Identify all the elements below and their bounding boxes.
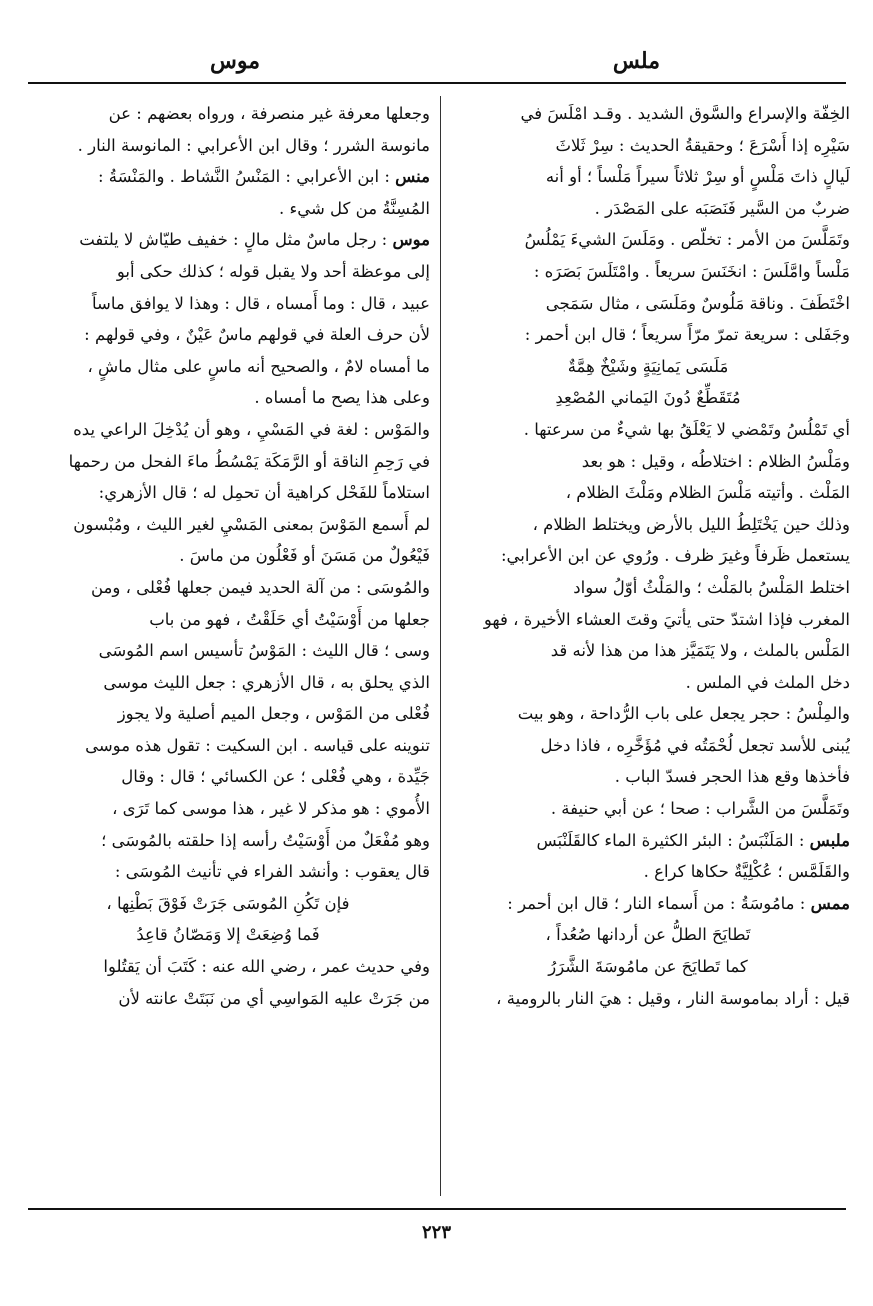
text-line <box>446 825 850 857</box>
text-line: إلى موعظة أحد ولا يقبل قوله ؛ كذلك حكى أبو <box>116 261 430 281</box>
text-line: وفي حديث عمر ، رضي الله عنه : كَتَبَ أن يَقتُلوا <box>103 957 430 977</box>
text-line: المغرب فإذا اشتدّ حتى يأتيَ وقتَ العشاء الأخيرة ، فهو <box>483 609 850 629</box>
text-line: لم أَسمع المَوْسَ بمعنى المَسْيِ لغير الليث ، ومُبْسون <box>73 514 430 534</box>
text-line: وذلك حين يَخْتَلِطُ الليل بالأرض ويختلط الظلام ، <box>532 514 850 534</box>
text-line <box>26 161 430 193</box>
verse-line: مُتَقَطِّعٌ دُونَ اليَماني المُصْعِدِ <box>555 388 741 408</box>
text-line: وجعلها معرفة غير منصرفة ، ورواه بعضهم : عن <box>108 104 430 123</box>
text-line: تنوينه على قياسه . ابن السكيت : تقول هذه موسى <box>85 735 430 755</box>
text-line: قال يعقوب : وأنشد الفراء في تأنيث المُوسَى : <box>114 862 430 882</box>
text-line: يُبنى للأسد تجعل لُحْمَتُه في مُؤَخَّرِه ، فاذا دخل <box>540 735 850 755</box>
text-line: وهو مُفْعَلٌ من أَوْسَيْتُ رأسه إذا حلقته بالمُوسَى ؛ <box>101 830 430 850</box>
left-column <box>26 98 430 1198</box>
text-line: في رَحِمِ الناقة أو الرَّمَكَة يَمْسُطُ ماءَ الفحل من رحمها <box>68 451 430 471</box>
verse-line: فإن تَكُنِ المُوسَى جَرَتْ فَوْقَ بَطْنِها ، <box>106 893 350 913</box>
text-line: المَلْس بالملث ، ولا يَتَمَيَّز هذا من هذا لأنه قد <box>550 641 850 661</box>
text-line: أي تَمْلُسُ وتَمْضي لا يَعْلَقُ بها شيءٌ من سرعتها . <box>523 419 850 439</box>
text-line: قيل : أراد بماموسة النار ، وقيل : هيَ النار بالرومية ، <box>496 988 850 1008</box>
text-line: وسى ؛ قال الليث : المَوْسُ تأسيس اسم المُوسَى <box>98 641 430 661</box>
text-line: والمِلْسُ : حجر يجعل على باب الرُّداحة ، وهو بيت <box>517 704 850 724</box>
verse-line: تَطايَحَ الطلُّ عن أردانها صُعُداً ، <box>545 925 751 945</box>
verse-line: مَلَسَى يَمانِيَةٍ وشَيْخٌ هِمَّةٌ <box>567 356 729 376</box>
text-line: اختلط المَلْسُ بالمَلْث ؛ والمَلْثُ أوّلُ سواد <box>573 577 850 597</box>
text-line: يستعمل ظَرفاً وغيرَ ظرف . ورُوي عن ابن الأعرابي: <box>500 546 850 566</box>
text-line: ما أمساه لامٌ ، والصحيح أنه ماسٍ على مثال ماشٍ ، <box>87 356 430 376</box>
page-number: ٢٢٣ <box>421 1222 451 1243</box>
entry-headword: موس <box>392 230 430 250</box>
text-line: دخل الملث في الملس . <box>685 672 850 692</box>
text-line: المَلْث . وأتيته مَلْسَ الظلام ومَلْثَ الظلام ، <box>565 483 850 503</box>
text-line: الذي يحلق به ، قال الأزهري : جعل الليث موسى <box>103 672 430 692</box>
text-line: مَلْساً وامَّلَسَ : انخَنَسَ سريعاً . وامْتَلَسَ بَصَرَه : <box>533 261 850 281</box>
footer-rule <box>28 1208 846 1210</box>
verse-line: كما تَطايَحَ عن مامُوسَةَ الشَّرَرُ <box>548 957 748 977</box>
text-line: الخِفّة والإسراع والسَّوق الشديد . وقـد امْلَسَ في <box>520 104 850 123</box>
text-line: وتَمَلَّسَ من الشَّراب : صحا ؛ عن أبي حنيفة . <box>550 799 850 819</box>
text-line: وجَفَلى : سريعة تمرّ مرّاً سريعاً ؛ قال ابن أحمر : <box>524 325 850 345</box>
page-header <box>30 48 850 80</box>
text-line: من جَرَتْ عليه المَواسِي أي من نَبَتَتْ عانته لأن <box>118 988 430 1008</box>
entry-text: : ابن الأعرابي : المَنْسُ النَّشاط . والمَنْسَةُ : <box>97 167 396 187</box>
text-line: فَيْعُولٌ من مَسَنَ أو فَعْلُون من ماسَ . <box>179 546 430 566</box>
right-column <box>446 98 850 1198</box>
text-line: والمُوسَى : من آلة الحديد فيمن جعلها فُعْلى ، ومن <box>91 577 430 597</box>
entry-text: : مامُوسَةُ : من أَسماء النار ؛ قال ابن أحمر : <box>507 893 811 913</box>
text-line: والقَلَمَّس ؛ عُكْلِيَّةٌ حكاها كراع . <box>643 862 850 882</box>
text-line <box>446 888 850 920</box>
text-line: لَيالٍ ذاتَ مَلْسٍ أو سِرْ ثلاثاً سيراً مَلْساً ؛ أو أنه <box>545 167 850 187</box>
text-line: المُسِنَّةُ من كل شيء . <box>278 198 430 218</box>
text-line: فأخذها وقع هذا الحجر فسدّ الباب . <box>614 767 850 787</box>
entry-text: : المَلَنْبَسُ : البئر الكثيرة الماء كالقَلَنْبَس <box>536 830 810 850</box>
text-line: سَيْرِه إذا أَسْرَعَ ؛ وحقيقةُ الحديث : سِرْ ثَلاثَ <box>555 135 850 155</box>
text-line: لأن حرف العلة في قولهم ماسٌ عَيْنٌ ، وفي قولهم : <box>84 325 430 345</box>
entry-headword: ملبس <box>809 830 850 850</box>
text-line: جعلها من أَوْسَيْتُ أي حَلَقْتُ ، فهو من باب <box>149 609 430 629</box>
text-line: والمَوْس : لغة في المَسْيِ ، وهو أن يُدْخِلَ الراعي يده <box>73 419 430 439</box>
header-title-right: ملس <box>612 48 660 74</box>
text-line: مانوسة الشرر ؛ وقال ابن الأعرابي : المانوسة النار . <box>77 135 430 155</box>
text-line: ضربٌ من السَّير فَنَصَبَه على المَصْدَر . <box>594 198 850 218</box>
text-line: عبيد ، قال : وما أَمساه ، قال : وهذا لا يوافق ماساً <box>91 293 430 313</box>
entry-headword: منس <box>395 167 430 187</box>
entry-headword: ممس <box>810 893 850 913</box>
text-line: الأُموي : هو مذكر لا غير ، هذا موسى كما تَرَى ، <box>112 799 430 819</box>
column-divider <box>440 96 441 1196</box>
entry-text: : رجل ماسٌ مثل مالٍ : خفيف طيّاش لا يلتفت <box>79 230 393 250</box>
header-rule <box>28 82 846 84</box>
text-line: وعلى هذا يصح ما أمساه . <box>254 388 430 408</box>
text-line: استلاماً للفَحْل كراهية أن تحمِل له ؛ قال الأزهري: <box>98 483 430 503</box>
verse-line: فَما وُضِعَتْ إلا وَمَصّانُ قاعِدُ <box>136 925 320 945</box>
text-line: فُعْلى من المَوْس ، وجعل الميم أصلية ولا يجوز <box>117 704 430 724</box>
header-title-left: موس <box>210 48 261 74</box>
text-line <box>26 224 430 256</box>
text-line: وتَمَلَّسَ من الأمر : تخلّص . ومَلَسَ الشيءَ يَمْلُسُ <box>524 230 850 250</box>
text-line: ومَلْسُ الظلام : اختلاطُه ، وقيل : هو بعد <box>581 451 850 471</box>
text-line: اخْتَطَفَ . وناقة مَلُوسٌ ومَلَسَى ، مثال سَمَجى <box>545 293 850 313</box>
text-line: جَيِّدة ، وهي فُعْلى ؛ عن الكسائي ؛ قال : وقال <box>121 767 430 787</box>
